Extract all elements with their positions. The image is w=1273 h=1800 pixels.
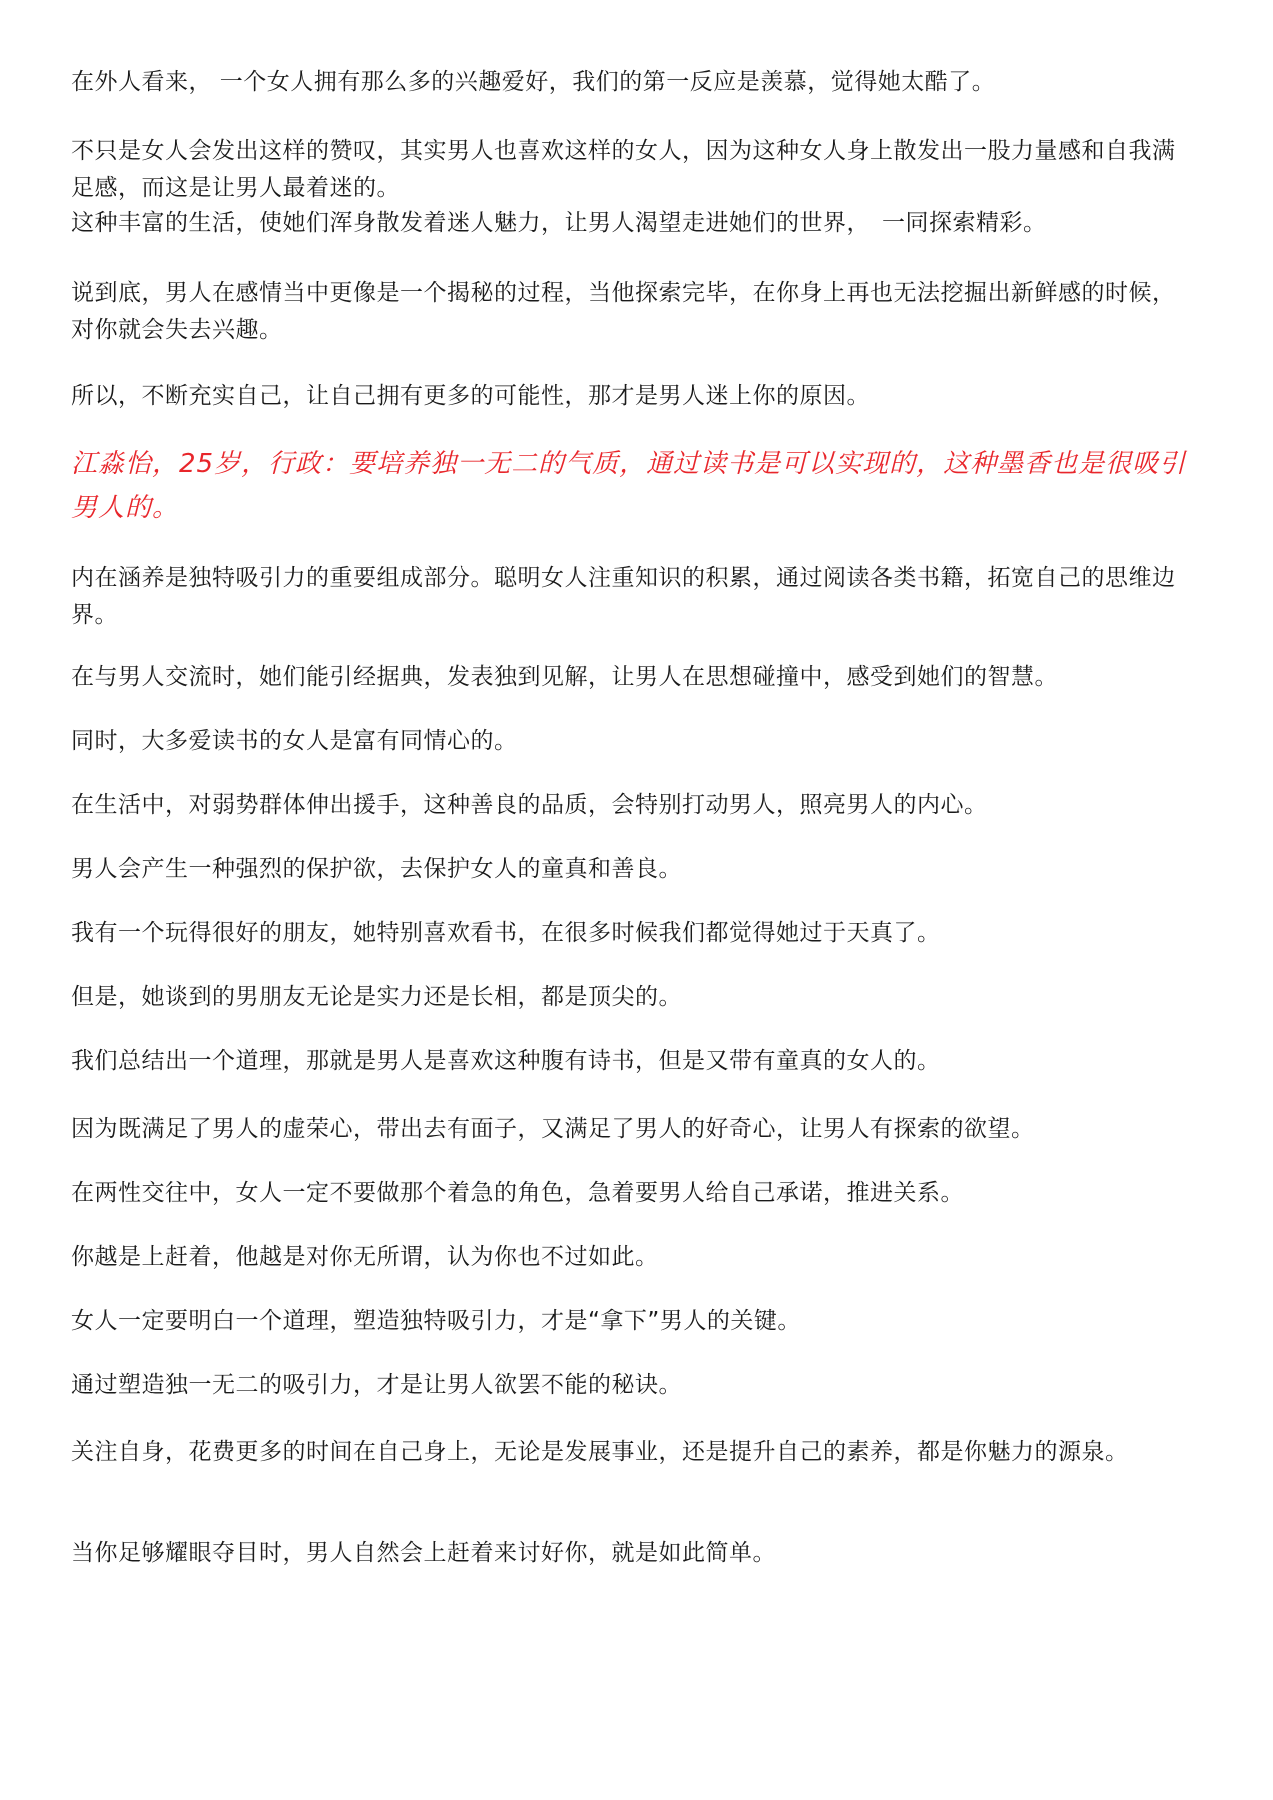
paragraph-2: 不只是女人会发出这样的赞叹，其实男人也喜欢这样的女人，因为这种女人身上散发出一股力量感和自我满足感，而这是让男人最着迷的。 — [71, 138, 1176, 201]
paragraph-9: 在生活中，对弱势群体伸出援手，这种善良的品质，会特别打动男人，照亮男人的内心。 — [71, 792, 988, 818]
paragraph-12: 但是，她谈到的男朋友无论是实力还是长相，都是顶尖的。 — [71, 984, 682, 1010]
paragraph-13: 我们总结出一个道理，那就是男人是喜欢这种腹有诗书，但是又带有童真的女人的。 — [71, 1048, 941, 1074]
paragraph-1: 在外人看来， 一个女人拥有那么多的兴趣爱好，我们的第一反应是羡慕，觉得她太酷了。 — [71, 69, 996, 95]
paragraph-5: 所以，不断充实自己，让自己拥有更多的可能性，那才是男人迷上你的原因。 — [71, 383, 870, 409]
paragraph-11: 我有一个玩得很好的朋友，她特别喜欢看书，在很多时候我们都觉得她过于天真了。 — [71, 920, 941, 946]
paragraph-7: 在与男人交流时，她们能引经据典，发表独到见解，让男人在思想碰撞中，感受到她们的智慧。 — [71, 664, 1058, 690]
paragraph-20: 当你足够耀眼夺目时，男人自然会上赶着来讨好你，就是如此简单。 — [71, 1540, 776, 1566]
paragraph-6: 内在涵养是独特吸引力的重要组成部分。聪明女人注重知识的积累，通过阅读各类书籍，拓宽自己的思维边界。 — [71, 565, 1176, 628]
paragraph-8: 同时，大多爱读书的女人是富有同情心的。 — [71, 728, 518, 754]
paragraph-4: 说到底，男人在感情当中更像是一个揭秘的过程，当他探索完毕，在你身上再也无法挖掘出新鲜感的时候，对你就会失去兴趣。 — [71, 280, 1176, 343]
highlight-quote: 江淼怡，25岁，行政：要培养独一无二的气质，通过读书是可以实现的，这种墨香也是很吸引男人的。 — [71, 449, 1187, 523]
paragraph-18: 通过塑造独一无二的吸引力，才是让男人欲罢不能的秘诀。 — [71, 1372, 682, 1398]
paragraph-16: 你越是上赶着，他越是对你无所谓，认为你也不过如此。 — [71, 1244, 659, 1270]
paragraph-3: 这种丰富的生活，使她们浑身散发着迷人魅力，让男人渴望走进她们的世界， 一同探索精彩。 — [71, 210, 1047, 236]
paragraph-14: 因为既满足了男人的虚荣心，带出去有面子，又满足了男人的好奇心，让男人有探索的欲望。 — [71, 1116, 1035, 1142]
paragraph-15: 在两性交往中，女人一定不要做那个着急的角色，急着要男人给自己承诺，推进关系。 — [71, 1180, 964, 1206]
paragraph-17: 女人一定要明白一个道理，塑造独特吸引力，才是“拿下”男人的关键。 — [71, 1308, 801, 1334]
paragraph-10: 男人会产生一种强烈的保护欲，去保护女人的童真和善良。 — [71, 856, 682, 882]
paragraph-19: 关注自身，花费更多的时间在自己身上，无论是发展事业，还是提升自己的素养，都是你魅力的源泉。 — [71, 1439, 1129, 1465]
